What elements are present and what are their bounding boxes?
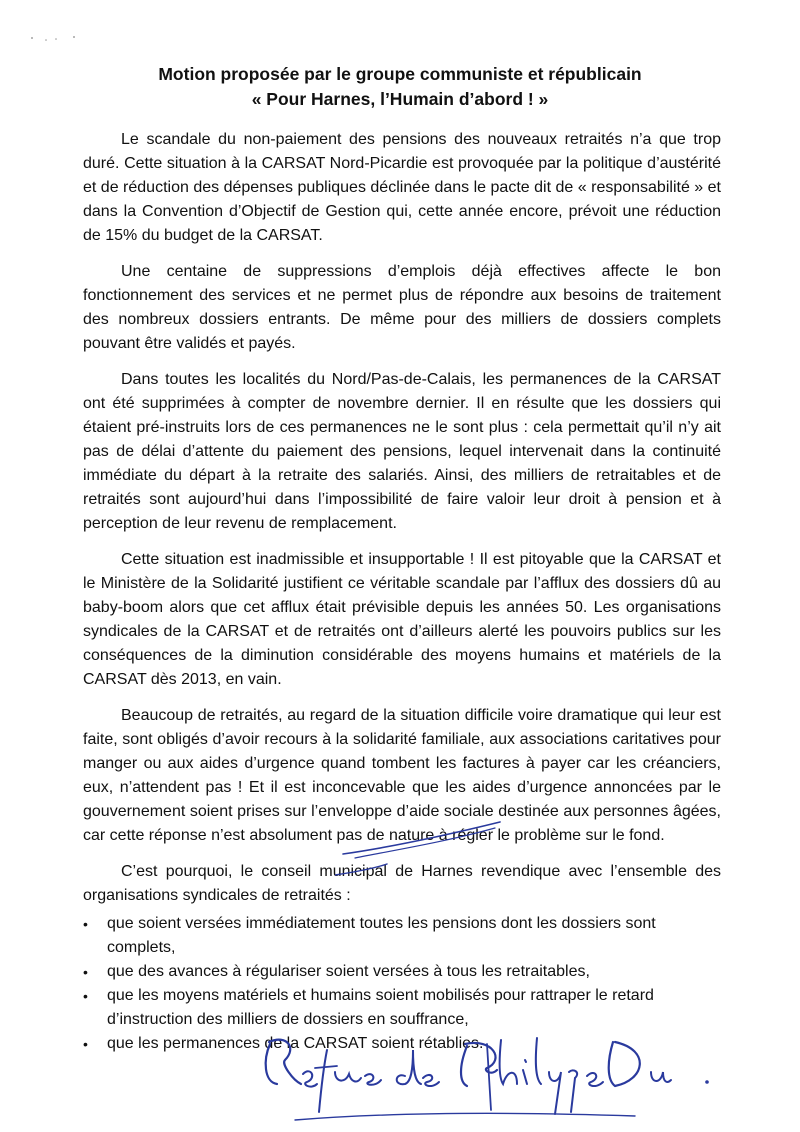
paragraph-1: Le scandale du non-paiement des pensions des nouveaux retraités n’a que trop duré. Cette situation à la CARSAT Nord-Picardie est provoquée par la politique d’austérité et de réduction des dépenses publiques déclinée dans le pacte dit de « responsabilité » et dans la Convention d’Objectif de Gestion qui, cette année encore, prévoit une réduction de 15% du budget de la CARSAT. xyxy=(83,131,721,244)
demand-text: que les permanences de la CARSAT soient rétablies. xyxy=(107,1035,484,1052)
list-item xyxy=(83,960,721,984)
demand-text: que soient versées immédiatement toutes les pensions dont les dossiers sont complets, xyxy=(107,915,656,956)
motion-body xyxy=(83,128,721,1056)
scan-specks xyxy=(30,34,90,46)
title-line-2: « Pour Harnes, l’Humain d’abord ! » xyxy=(251,89,549,109)
motion-title xyxy=(0,62,800,112)
paragraph-6: C’est pourquoi, le conseil municipal de Harnes revendique avec l’ensemble des organisations syndicales de retraités : xyxy=(83,863,721,904)
bullet-icon: • xyxy=(83,964,88,980)
demand-text: que des avances à régulariser soient versées à tous les retraitables, xyxy=(107,963,590,980)
paragraph-5: Beaucoup de retraités, au regard de la situation difficile voire dramatique qui leur est faite, sont obligés d’avoir recours à la solidarité familiale, aux associations caritatives pour manger ou aux aides d’urgence quand tombent les factures à payer car les créanciers, eux, n’attendent pas ! Et il est inconcevable que les aides d’urgence annoncées par le gouvernement soient prises sur l’enveloppe d’aide sociale destinée aux personnes âgées, car cette réponse n’est absolument pas de nature à régler le problème sur le fond. xyxy=(83,707,721,844)
title-line-1: Motion proposée par le groupe communiste et républicain xyxy=(158,64,642,84)
bullet-icon: • xyxy=(83,988,88,1004)
bullet-icon: • xyxy=(83,916,88,932)
paragraph-3: Dans toutes les localités du Nord/Pas-de-Calais, les permanences de la CARSAT ont été supprimées à compter de novembre dernier. Il en résulte que les dossiers qui étaient pré-instruits lors de ces permanences ne le sont plus : cela permettait qu’il n’y ait pas de délai d’attente du paiement des pensions, lequel intervenait dans la continuité immédiate du départ à la retraite des salariés. Ainsi, des milliers de retraitables et de retraités sont aujourd’hui dans l’impossibilité de faire valoir leur droit à pension et à perception de leur revenu de remplacement. xyxy=(83,371,721,532)
demand-text: que les moyens matériels et humains soient mobilisés pour rattraper le retard d’instruction des milliers de dossiers en souffrance, xyxy=(107,987,654,1028)
paragraph-2: Une centaine de suppressions d’emplois déjà effectives affecte le bon fonctionnement des services et ne permet plus de répondre aux besoins de traitement des nombreux dossiers entrants. De même pour des milliers de dossiers complets pouvant être validés et payés. xyxy=(83,263,721,352)
handwritten-signature xyxy=(255,1020,725,1132)
paragraph-4: Cette situation est inadmissible et insupportable ! Il est pitoyable que la CARSAT et le Ministère de la Solidarité justifient ce véritable scandale par l’afflux des dossiers dû au baby-boom alors que cet afflux était prévisible depuis les années 50. Les organisations syndicales de la CARSAT et de retraités ont d’ailleurs alerté les pouvoirs publics sur les conséquences de la diminution considérable des moyens humains et matériels de la CARSAT dès 2013, en vain. xyxy=(83,551,721,688)
handwritten-strike-marks xyxy=(335,820,515,880)
bullet-icon: • xyxy=(83,1036,88,1052)
list-item xyxy=(83,912,721,960)
